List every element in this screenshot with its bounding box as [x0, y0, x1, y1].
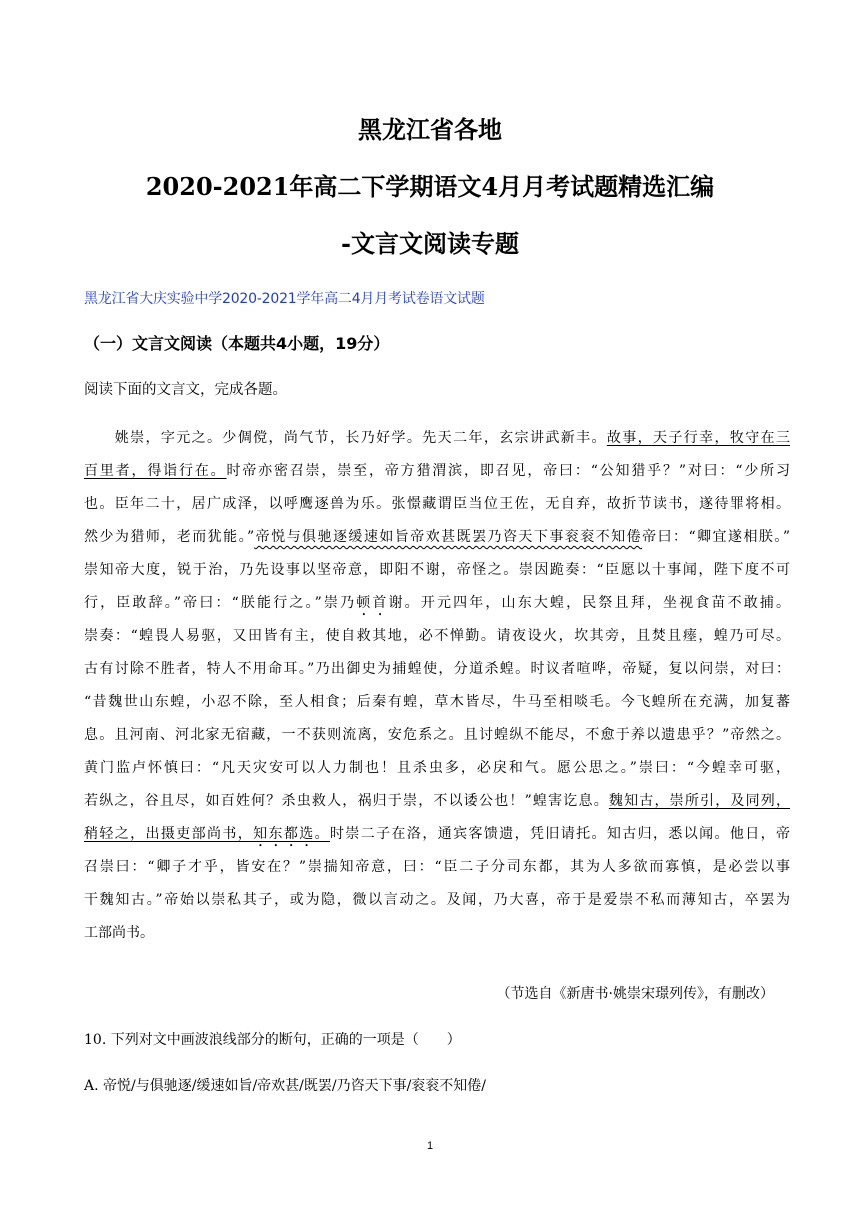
passage-line	[84, 455, 790, 488]
question-10: 10. 下列对文中画波浪线部分的断句，正确的一项是（ ）	[84, 1032, 461, 1048]
underlined-sentence: 故事，天子行幸，牧守在三	[606, 430, 790, 446]
passage-line: 黄门监卢怀慎曰：“凡天灾安可以人力制也！且杀虫多，必戾和气。愿公思之。”崇曰：“今蝗幸可驱，	[84, 760, 790, 776]
passage-line: 工部尚书。	[84, 925, 154, 941]
passage-line	[84, 818, 790, 851]
passage-text: 姚崇，字元之。少倜傥，尚气节，长乃好学。先天二年，玄宗讲武新丰。	[84, 430, 607, 446]
underlined-sentence: 魏知古，崇所引，及同列，	[608, 793, 790, 809]
title-line-2: 2020-2021年高二下学期语文4月月考试题精选汇编	[145, 172, 715, 201]
passage-text: 时崇二子在洛，通宾客馈遗，凭旧请托。知古归，悉以闻。他日，帝	[330, 826, 790, 842]
title-line-1: 黑龙江省各地	[358, 115, 502, 144]
passage-line: “昔魏世山东蝗，小忍不除，至人相食；后秦有蝗，草木皆尽，牛马至相啖毛。今飞蝗所在充满，加复蕃	[84, 694, 790, 710]
passage-line	[84, 521, 790, 554]
page-number: 1	[426, 1140, 434, 1152]
passage-text: 帝曰：“卿宜遂相朕。”	[642, 529, 790, 545]
passage-text: 然少为猎师，老而犹能。”	[84, 529, 255, 545]
passage-text: 时帝亦密召崇，崇至，帝方猎渭滨，即召见，帝曰：“公知猎乎？”对曰：“少所习	[226, 463, 790, 479]
passage-line: 也。臣年二十，居广成泽，以呼鹰逐兽为乐。张憬藏谓臣当位王佐，无自弃，故折节读书，遂待罪将相。	[84, 496, 790, 512]
underlined-sentence: 百里者，得诣行在。	[84, 463, 227, 479]
passage-line: 干魏知古。”帝始以崇私其子，或为隐，微以言动之。及闻，乃大喜，帝于是爱崇不私而薄知古，卒罢为	[84, 892, 790, 908]
wavy-underlined-sentence: 帝悦与俱驰逐缓速如旨帝欢甚既罢乃咨天下事衮衮不知倦	[254, 529, 643, 545]
passage-text: 若纵之，谷且尽，如百姓何？杀虫救人，祸归于崇，不以诿公也！”蝗害讫息。	[84, 793, 609, 809]
instruction-text: 阅读下面的文言文，完成各题。	[84, 382, 287, 398]
underlined-sentence: 稍轻之，出摄吏部尚书，	[84, 826, 254, 842]
passage-line: 召崇曰：“卿子才乎，皆安在？”崇揣知帝意，曰：“臣二子分司东都，其为人多欲而寡慎，是必尝以事	[84, 859, 790, 875]
passage-text: 行，臣敢辞。”帝曰：“朕能行之。”崇乃	[84, 595, 357, 611]
dotted-underlined-word: 知东都选。	[253, 826, 331, 842]
passage-line: 息。且河南、河北家无宿藏，一不获则流离，安危系之。且讨蝗纵不能尽，不愈于养以遗患乎？”帝然之。	[84, 727, 790, 743]
dotted-word: 顿首	[356, 595, 389, 611]
option-a: A. 帝悦/与俱驰逐/缓速如旨/帝欢甚/既罢/乃咨天下事/衮衮不知倦/	[84, 1078, 487, 1094]
passage-line	[84, 785, 790, 818]
passage-line: 崇奏：“蝗畏人易驱，又田皆有主，使自救其地，必不惮勤。请夜设火，坎其旁，且焚且瘗，蝗乃可尽。	[84, 628, 790, 644]
passage-line	[84, 422, 790, 455]
passage-line	[84, 587, 790, 620]
passage-credit: （节选自《新唐书·姚崇宋璟列传》，有删改）	[496, 986, 774, 1002]
passage-text: 谢。开元四年，山东大蝗，民祭且拜，坐视食苗不敢捕。	[388, 595, 790, 611]
passage-line: 古有讨除不胜者，特人不用命耳。”乃出御史为捕蝗使，分道杀蝗。时议者喧哗，帝疑，复以问崇，对曰：	[84, 661, 790, 677]
title-line-3: -文言文阅读专题	[341, 229, 519, 258]
section-heading: （一）文言文阅读（本题共4小题，19分）	[84, 334, 390, 353]
source-link[interactable]: 黑龙江省大庆实验中学2020-2021学年高二4月月考试卷语文试题	[84, 291, 485, 307]
passage-line: 崇知帝大度，锐于治，乃先设事以坚帝意，即阳不谢，帝怪之。崇因跪奏：“臣愿以十事闻，陛下度不可	[84, 562, 790, 578]
